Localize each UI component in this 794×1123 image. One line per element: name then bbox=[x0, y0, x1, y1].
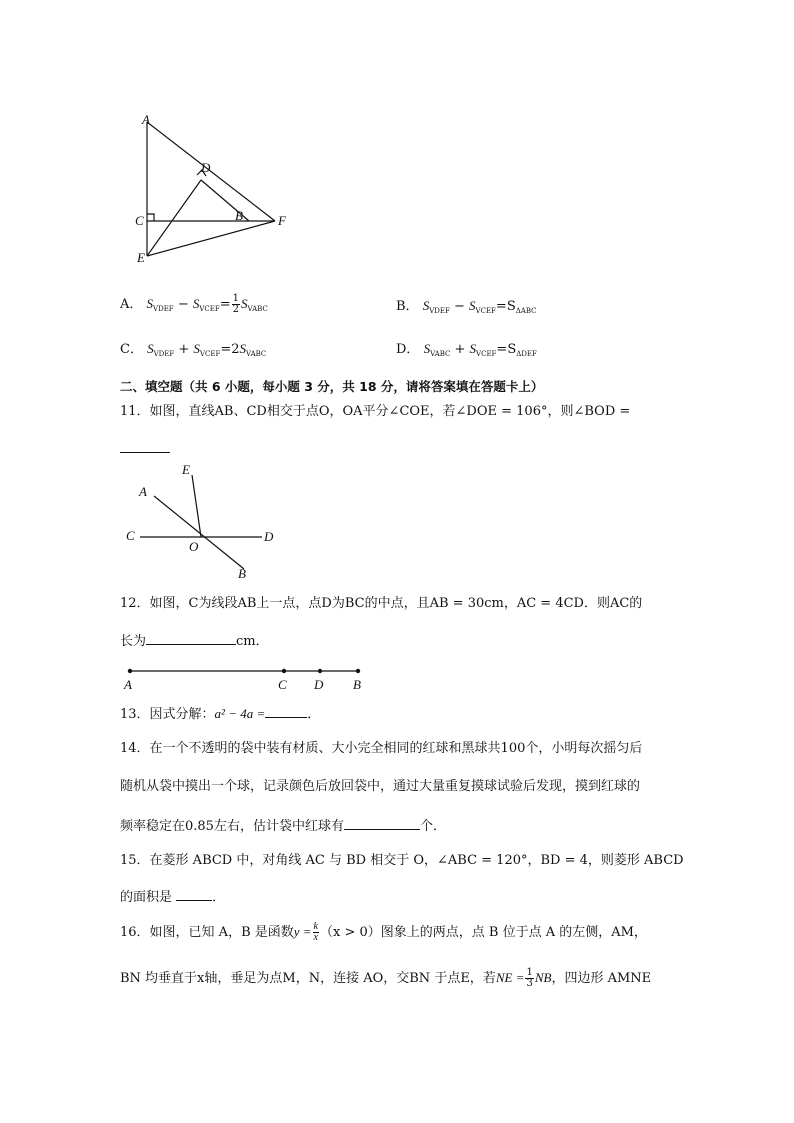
question-14-line3: 频率稳定在0.85左右，估计袋中红球有 个． bbox=[120, 819, 446, 834]
label-C: C bbox=[126, 528, 135, 543]
question-16-line1: 16．如图，已知 A，B 是函数y = $\frac{k}{x}$ （x > 0）图象上的两点，点 B 位于点 A 的左侧，AM， bbox=[120, 921, 647, 943]
question-16-line2: BN 均垂直于x轴，垂足为点M，N，连接 AO，交BN 于点E，若NE = $\frac{1}{3}$ NB，四边形 AMNE bbox=[120, 967, 652, 989]
answer-blank-11[interactable] bbox=[120, 440, 170, 453]
answer-blank-12[interactable] bbox=[146, 632, 236, 645]
label-E: E bbox=[137, 250, 145, 265]
question-12-line1: 12．如图，C为线段AB上一点，点D为BC的中点，且AB = 30cm，AC = 4CD．则AC的 bbox=[120, 596, 643, 611]
question-12-line2: 长为 cm． bbox=[120, 634, 269, 649]
label-E: E bbox=[182, 462, 190, 477]
section-title: 二、填空题（共 6 小题，每小题 3 分，共 18 分，请将答案填在答题卡上） bbox=[120, 379, 544, 394]
question-11: 11．如图，直线AB、CD相交于点O，OA平分∠COE，若∠DOE = 106°，则∠BOD = bbox=[120, 404, 631, 419]
label-B: B bbox=[235, 208, 243, 223]
option-b[interactable]: B． $S_{VDEF} - S_{VCEF}=S_{\Delta ABC}$ bbox=[396, 298, 537, 315]
label-B: B bbox=[353, 677, 361, 692]
question-14-line2: 随机从袋中摸出一个球，记录颜色后放回袋中，通过大量重复摸球试验后发现，摸到红球的 bbox=[120, 779, 641, 794]
label-A: A bbox=[124, 677, 132, 692]
answer-blank-13[interactable] bbox=[265, 705, 307, 718]
label-O: O bbox=[189, 539, 199, 554]
question-15-line2: 的面积是 ． bbox=[120, 890, 226, 905]
angle-figure bbox=[122, 458, 282, 586]
option-a[interactable]: A． $S_{VDEF} - S_{VCEF}=$ $\frac{1}{2}$ $S_{VABC}$ bbox=[120, 293, 268, 315]
fraction-k-over-x: $\frac{k}{x}$ bbox=[313, 921, 318, 943]
option-c[interactable]: C． $S_{VDEF} + S_{VCEF}=2S_{VABC}$ bbox=[120, 341, 267, 358]
question-15-line1: 15．在菱形 ABCD 中，对角线 AC 与 BD 相交于 O，∠ABC = 120°，BD = 4，则菱形 ABCD bbox=[120, 853, 684, 868]
fraction-one-third: $\frac{1}{3}$ bbox=[526, 967, 533, 989]
label-F: F bbox=[278, 213, 286, 228]
label-A: A bbox=[139, 484, 147, 499]
option-d[interactable]: D． $S_{VABC} + S_{VCEF}=S_{\Delta DEF}$ bbox=[396, 341, 537, 358]
label-C: C bbox=[135, 213, 144, 228]
label-A: A bbox=[142, 112, 150, 127]
label-C: C bbox=[278, 677, 287, 692]
answer-blank-14[interactable] bbox=[344, 817, 420, 830]
fraction-half: $\frac{1}{2}$ bbox=[232, 293, 240, 315]
label-D: D bbox=[264, 529, 274, 544]
label-B: B bbox=[238, 566, 246, 581]
question-13: 13．因式分解：a² − 4a = ． bbox=[120, 706, 321, 722]
question-14-line1: 14．在一个不透明的袋中装有材质、大小完全相同的红球和黑球共100个，小明每次摇匀后 bbox=[120, 741, 643, 756]
answer-blank-15[interactable] bbox=[176, 888, 212, 901]
label-D: D bbox=[314, 677, 324, 692]
triangle-figure bbox=[125, 110, 305, 270]
segment-figure bbox=[120, 662, 370, 692]
label-D: D bbox=[201, 160, 211, 175]
